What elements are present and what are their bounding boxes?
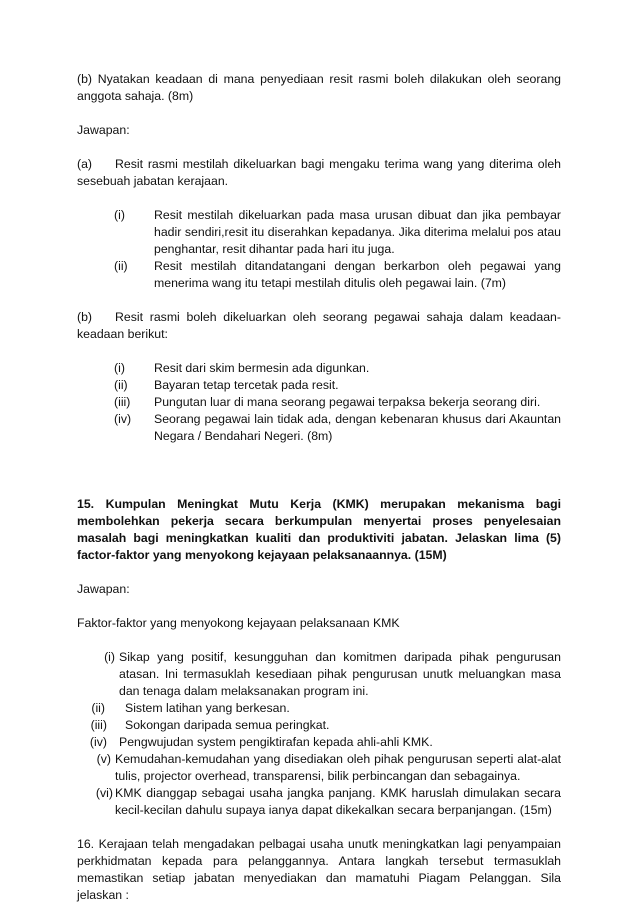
question-14b: (b) Nyatakan keadaan di mana penyediaan resit rasmi boleh dilakukan oleh seorang anggota sahaja. (8m) [77,72,561,103]
list-item [77,734,561,751]
list-text: Pengwujudan system pengiktirafan kepada ahli-ahli KMK. [119,735,433,749]
answer-b-label: (b) [77,310,93,324]
list-text: Sikap yang positif, kesungguhan dan komitmen daripada pihak pengurusan atasan. Ini termasuklah kesediaan pihak pengurusan unutk meluangkan masa dan tenaga dalam melaksanakan program ini. [119,650,561,698]
list-item [114,207,561,258]
list-item [114,411,561,445]
answer-a-label: (a) [77,157,93,171]
answer-label: Jawapan: [77,582,130,596]
list-number: (i) [104,650,115,664]
list-text: KMK dianggap sebagai usaha jangka panjang. KMK haruslah dimulakan secara kecil-kecilan dahulu supaya ianya dapat dikekalkan secara berpanjangan. (15m) [115,786,561,817]
answer-b-text: Resit rasmi boleh dikeluarkan oleh seorang pegawai sahaja dalam keadaan-keadaan berikut: [77,310,561,341]
answer-a-text: Resit rasmi mestilah dikeluarkan bagi mengaku terima wang yang diterima oleh sesebuah jabatan kerajaan. [77,157,561,188]
list-text: Resit dari skim bermesin ada digunkan. [154,361,370,375]
list-text: Bayaran tetap tercetak pada resit. [154,378,339,392]
list-number: (ii) [114,259,128,273]
list-item [77,649,561,700]
list-number: (ii) [91,701,105,715]
list-text: Seorang pegawai lain tidak ada, dengan kebenaran khusus dari Akauntan Negara / Bendahari Negeri. (8m) [154,412,561,443]
document-page [77,71,561,904]
list-item [114,258,561,292]
list-item [114,360,561,377]
kmk-list [77,649,561,819]
list-text: Resit mestilah ditandatangani dengan berkarbon oleh pegawai yang menerima wang itu tetapi mestilah ditulis oleh pegawai lain. (7m) [154,259,561,290]
list-number: (v) [96,752,111,766]
answer-label: Jawapan: [77,123,130,137]
list-text: Sokongan daripada semua peringkat. [125,718,330,732]
list-number: (i) [114,361,125,375]
question-15: 15. Kumpulan Meningkat Mutu Kerja (KMK) merupakan mekanisma bagi membolehkan pekerja secara berkumpulan menyertai proses penyelesaian masalah bagi meningkatkan kualiti dan produktiviti jabatan. Jelaskan lima (5) factor-faktor yang menyokong kejayaan pelaksanaannya. (15M) [77,497,561,562]
list-number: (vi) [95,786,113,800]
list-item [114,394,561,411]
question-16: 16. Kerajaan telah mengadakan pelbagai usaha unutk meningkatkan lagi penyampaian perkhidmatan kepada para pelanggannya. Antara langkah tersebut termasuklah memastikan setiap jabatan menyediakan dan mamatuhi Piagam Pelanggan. Sila jelaskan : [77,837,561,902]
answer-b [77,309,561,343]
list-text: Pungutan luar di mana seorang pegawai terpaksa bekerja seorang diri. [154,395,541,409]
list-item [77,751,561,785]
list-text: Resit mestilah dikeluarkan pada masa urusan dibuat dan jika pembayar hadir sendiri,resit itu diserahkan kepadanya. Jika diterima melalui pos atau penghantar, resit dihantar pada hari itu juga. [154,208,561,256]
list-number: (ii) [114,378,128,392]
kmk-intro: Faktor-faktor yang menyokong kejayaan pelaksanaan KMK [77,616,400,630]
list-item [77,785,561,819]
list-item [77,717,561,734]
list-number: (iv) [114,412,132,426]
list-text: Kemudahan-kemudahan yang disediakan oleh pihak pengurusan seperti alat-alat tulis, projector overhead, transparensi, bilik perbincangan dan sebagainya. [115,752,561,783]
list-number: (iii) [90,718,107,732]
list-number: (iii) [114,395,131,409]
list-text: Sistem latihan yang berkesan. [125,701,290,715]
list-number: (i) [114,208,125,222]
list-item [114,377,561,394]
list-item [77,700,561,717]
list-number: (iv) [89,735,107,749]
